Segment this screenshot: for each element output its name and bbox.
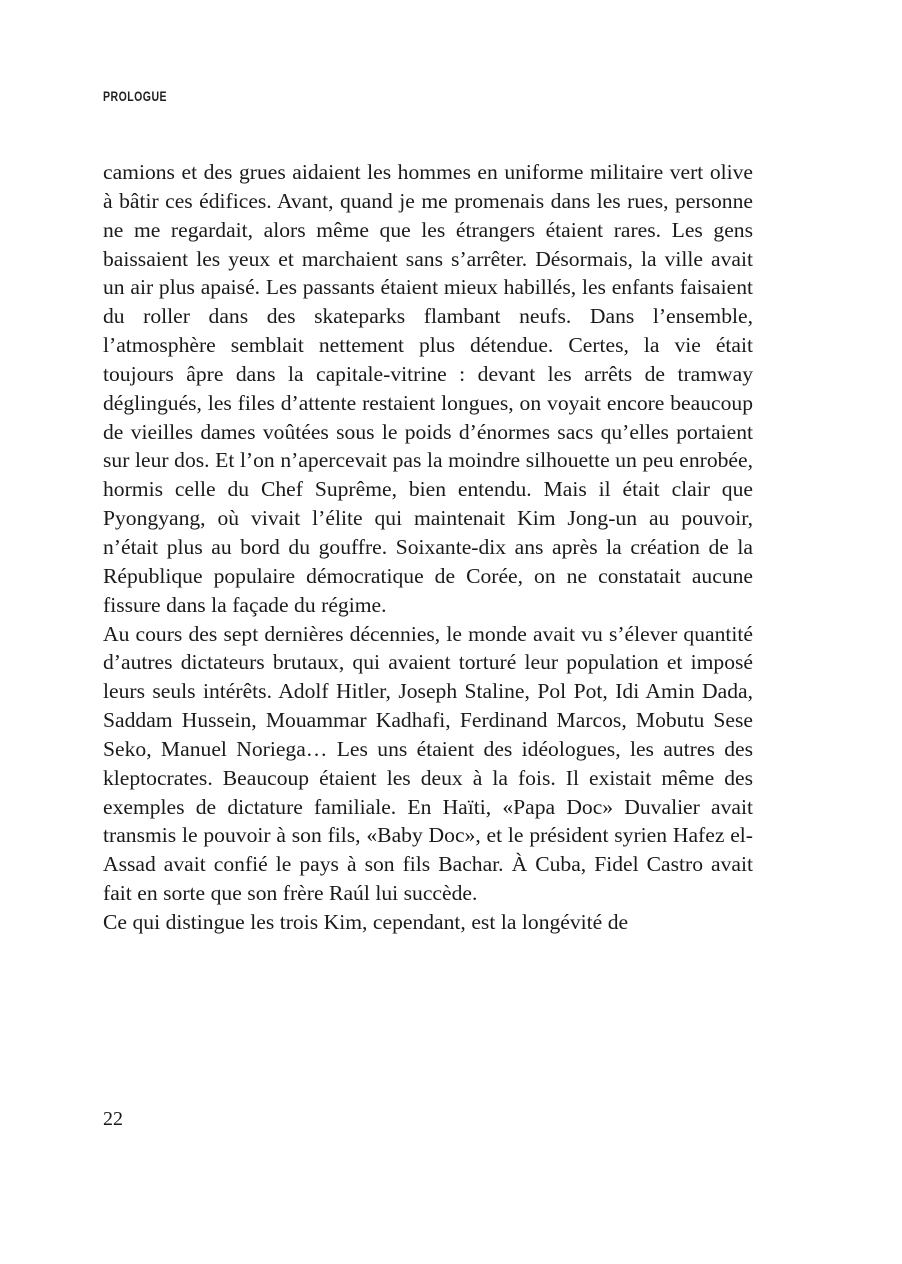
body-text-block [103,158,753,937]
paragraph: camions et des grues aidaient les hommes en uniforme militaire vert olive à bâtir ces édifices. Avant, quand je me promenais dans les rues, personne ne me regardait, alors même que les étrangers étaient rares. Les gens baissaient les yeux et marchaient sans s’arrêter. Désormais, la ville avait un air plus apaisé. Les passants étaient mieux habillés, les enfants faisaient du roller dans des skateparks flambant neufs. Dans l’ensemble, l’atmosphère semblait nettement plus détendue. Certes, la vie était toujours âpre dans la capitale-vitrine : devant les arrêts de tramway déglingués, les files d’attente restaient longues, on voyait encore beaucoup de vieilles dames voûtées sous le poids d’énormes sacs qu’elles portaient sur leur dos. Et l’on n’apercevait pas la moindre silhouette un peu enrobée, hormis celle du Chef Suprême, bien entendu. Mais il était clair que Pyongyang, où vivait l’élite qui maintenait Kim Jong-un au pouvoir, n’était plus au bord du gouffre. Soixante-dix ans après la création de la République populaire démocratique de Corée, on ne constatait aucune fissure dans la façade du régime. [103,160,753,617]
paragraph: Ce qui distingue les trois Kim, cependant, est la longévité de [103,909,629,934]
paragraph: Au cours des sept dernières décennies, le monde avait vu s’élever quantité d’autres dictateurs brutaux, qui avaient torturé leur population et imposé leurs seuls intérêts. Adolf Hitler, Joseph Staline, Pol Pot, Idi Amin Dada, Saddam Hussein, Mouammar Kadhafi, Ferdinand Marcos, Mobutu Sese Seko, Manuel Noriega… Les uns étaient des idéologues, les autres des kleptocrates. Beaucoup étaient les deux à la fois. Il existait même des exemples de dictature familiale. En Haïti, «Papa Doc» Duvalier avait transmis le pouvoir à son fils, «Baby Doc», et le président syrien Hafez el-Assad avait confié le pays à son fils Bachar. À Cuba, Fidel Castro avait fait en sorte que son frère Raúl lui succède. [103,621,753,906]
running-head: PROLOGUE [103,89,168,104]
page-number: 22 [103,1108,123,1130]
